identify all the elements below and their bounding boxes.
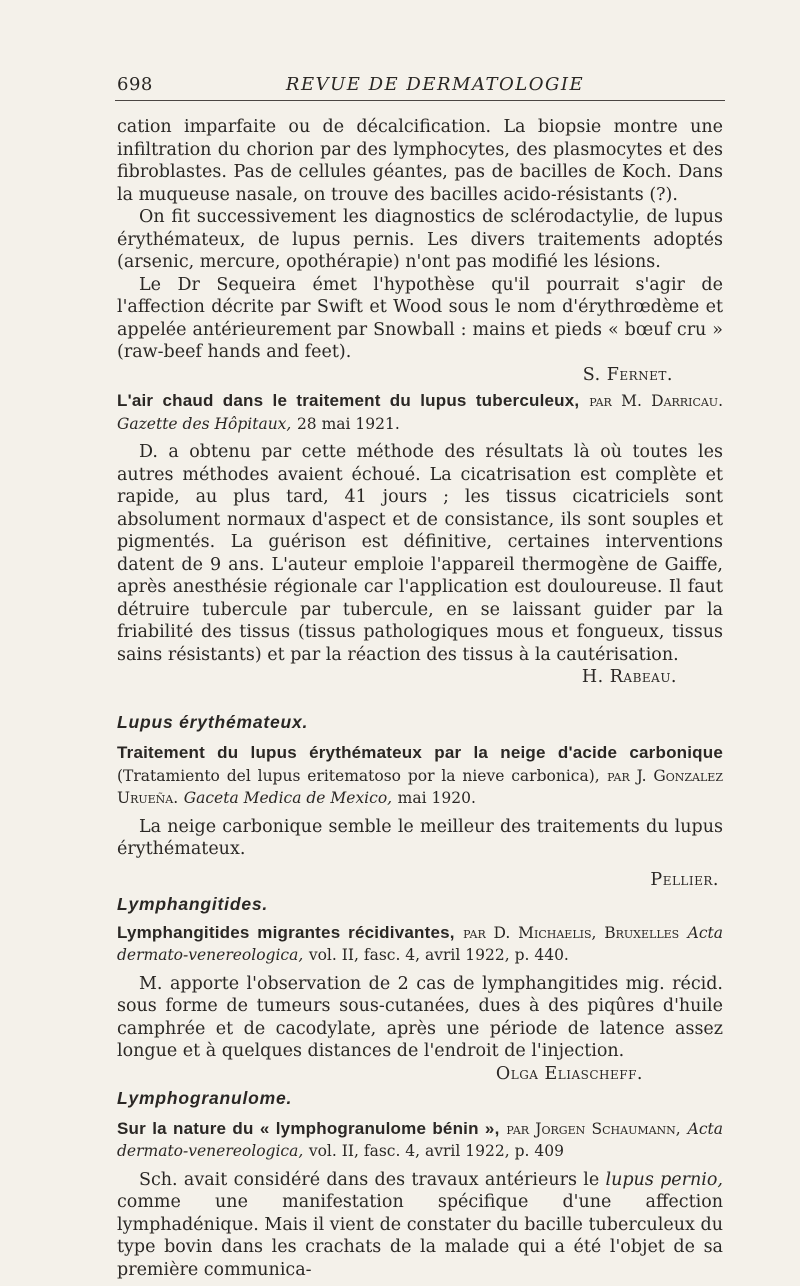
article-author: par Jorgen Schaumann,: [506, 1119, 681, 1138]
article-reference: vol. II, fasc. 4, avril 1922, p. 440.: [308, 946, 569, 964]
article-subtitle: (Tratamiento del lupus eritematoso por la nieve carbonica),: [117, 766, 600, 785]
article-title: Sur la nature du « lymphogranulome bénin »,: [117, 1118, 500, 1138]
signature: Olga Eliascheff.: [495, 1063, 643, 1084]
header-rule: [115, 100, 725, 101]
article-text: Sch. avait considéré dans des travaux antérieurs le: [139, 1169, 600, 1190]
article1-paragraph: On fit successivement les diagnostics de sclérodactylie, de lupus érythémateux, de lupus pernis. Les divers traitements adoptés (arsenic, mercure, opothérapie) n'ont pas modifié les lésions.: [117, 207, 723, 272]
signature: S. Fernet.: [582, 364, 673, 385]
article-source: Acta dermato-venereologica,: [117, 1119, 723, 1160]
article4-text: M. apporte l'observation de 2 cas de lymphangitides mig. récid. sous forme de tumeurs sous-cutanées, dues à des piqûres d'huile camphrée et de cacodylate, après une période de latence assez longue et à quelques distances de l'endroit de l'injection.: [117, 973, 723, 1061]
article-text: D. a obtenu par cette méthode des résultats là où toutes les autres méthodes avaient échoué. La cicatrisation est complète et rapide, au plus tard, 41 jours ; les tissus cicatriciels sont absolument normaux d'aspect et de consistance, ils sont souples et pigmentés. La guérison est définitive, certaines interventions datent de 9 ans. L'auteur emploie l'appareil thermogène de Gaiffe, après anesthésie régionale car l'application est douloureuse. Il faut détruire tubercule par tubercule, en se laissant guider par la friabilité des tissus (tissus pathologiques mous et fongueux, tissus sains résistants) et par la réaction des tissus à la cautérisation.: [117, 442, 723, 665]
article-date: 28 mai 1921.: [296, 414, 400, 433]
article2-text: [117, 441, 723, 689]
article5-heading: [117, 1118, 723, 1163]
page-number: 698: [117, 74, 153, 95]
article-author: par J. Gonzalez Urueña.: [117, 766, 723, 807]
article1-continuation: cation imparfaite ou de décalcification. La biopsie montre une infiltration du chorion par des lymphocytes, des plasmocytes et des fibroblastes. Pas de cellules géantes, pas de bacilles de Koch. Dans la muqueuse nasale, on trouve des bacilles acido-résistants (?).: [117, 117, 723, 205]
article-title: Traitement du lupus érythémateux par la neige d'acide carbonique: [117, 743, 723, 762]
article-emphasis: lupus pernio,: [605, 1169, 723, 1190]
article-source: Gazette des Hôpitaux,: [117, 414, 292, 433]
article-title: L'air chaud dans le traitement du lupus tuberculeux,: [117, 391, 580, 410]
article-source: Acta dermato-venereologica,: [117, 923, 723, 964]
article3-heading: [117, 742, 723, 810]
article-reference: vol. II, fasc. 4, avril 1922, p. 409: [308, 1142, 564, 1160]
journal-title: REVUE DE DERMATOLOGIE: [285, 74, 585, 95]
article-author: par M. Darricau.: [589, 392, 723, 410]
article2-heading: [117, 390, 723, 435]
article5-text: [117, 1169, 723, 1282]
section-heading: Lymphogranulome.: [117, 1088, 293, 1108]
section-heading: Lupus érythémateux.: [117, 711, 309, 732]
article1-paragraph: Le Dr Sequeira émet l'hypothèse qu'il pourrait s'agir de l'affection décrite par Swift et Wood sous le nom d'érythrœdème et appelée antérieurement par Snowball : mains et pieds « bœuf cru » (raw-beef hands and feet).: [117, 274, 723, 362]
signature: H. Rabeau.: [581, 667, 677, 687]
running-head: [117, 66, 723, 96]
article-source: Gaceta Medica de Mexico,: [183, 789, 393, 807]
article-title: Lymphangitides migrantes récidivantes,: [117, 922, 455, 942]
article4-heading: [117, 922, 723, 967]
page-body: [117, 116, 723, 1281]
article-text: comme une manifestation spécifique d'une affection lymphadénique. Mais il vient de constater du bacille tuberculeux du type bovin dans les crachats de la malade qui a été l'objet de sa première communica-: [117, 1192, 723, 1280]
signature: Pellier.: [650, 869, 719, 890]
article3-text: La neige carbonique semble le meilleur des traitements du lupus érythémateux.: [117, 816, 723, 859]
section-heading: Lymphangitides.: [117, 894, 269, 914]
article-author: par D. Michaelis, Bruxelles: [463, 923, 680, 942]
article-date: mai 1920.: [397, 789, 476, 807]
